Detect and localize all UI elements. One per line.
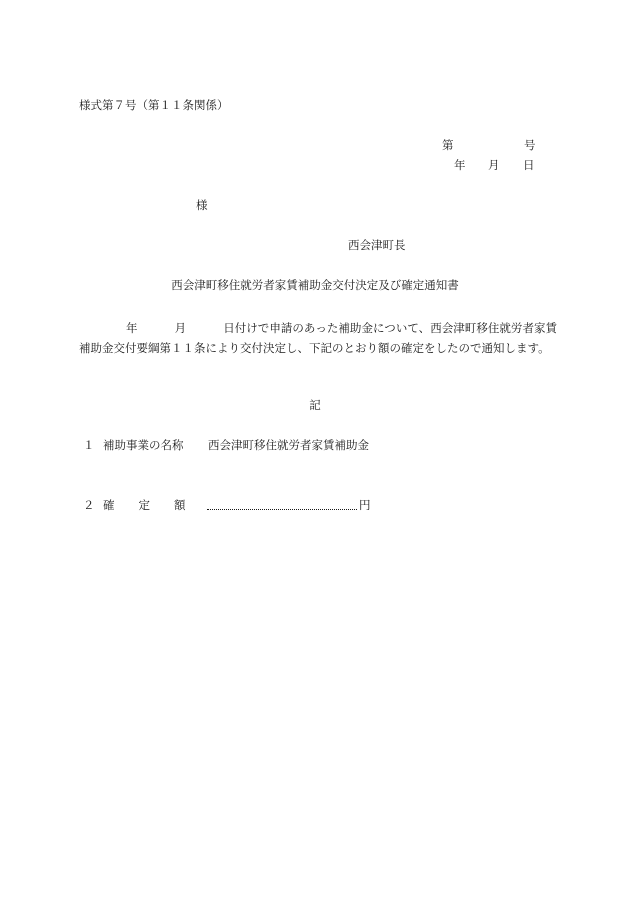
sender-name: 西会津町長 [348,238,406,252]
form-number: 様式第７号（第１１条関係） [79,98,229,112]
ki-heading: 記 [309,398,321,412]
item-label-project-name: 補助事業の名称 [103,438,184,452]
document-title: 西会津町移住就労者家賃補助金交付決定及び確定通知書 [171,278,459,292]
doc-number-suffix: 号 [524,138,536,152]
body-text-rest: 日付けで申請のあった補助金について、西会津町移住就労者家賃補助金交付要綱第１１条により交付決定し、下記のとおり額の確定をしたので通知します。 [79,321,558,355]
date-month-label: 月 [488,158,500,172]
date-day-label: 日 [523,158,535,172]
amount-unit: 円 [359,498,371,512]
body-paragraph [79,318,557,358]
item-number: ２ [83,498,95,512]
doc-number-prefix: 第 [442,138,454,152]
body-month-label: 月 [174,321,187,335]
amount-fill-line [207,509,357,510]
item-value-project-name: 西会津町移住就労者家賃補助金 [208,438,369,452]
item-label-confirmed-amount: 確定額 [103,498,210,512]
recipient-honorific: 様 [196,198,208,212]
date-year-label: 年 [454,158,466,172]
item-number: １ [83,438,95,452]
body-year-label: 年 [126,321,138,335]
